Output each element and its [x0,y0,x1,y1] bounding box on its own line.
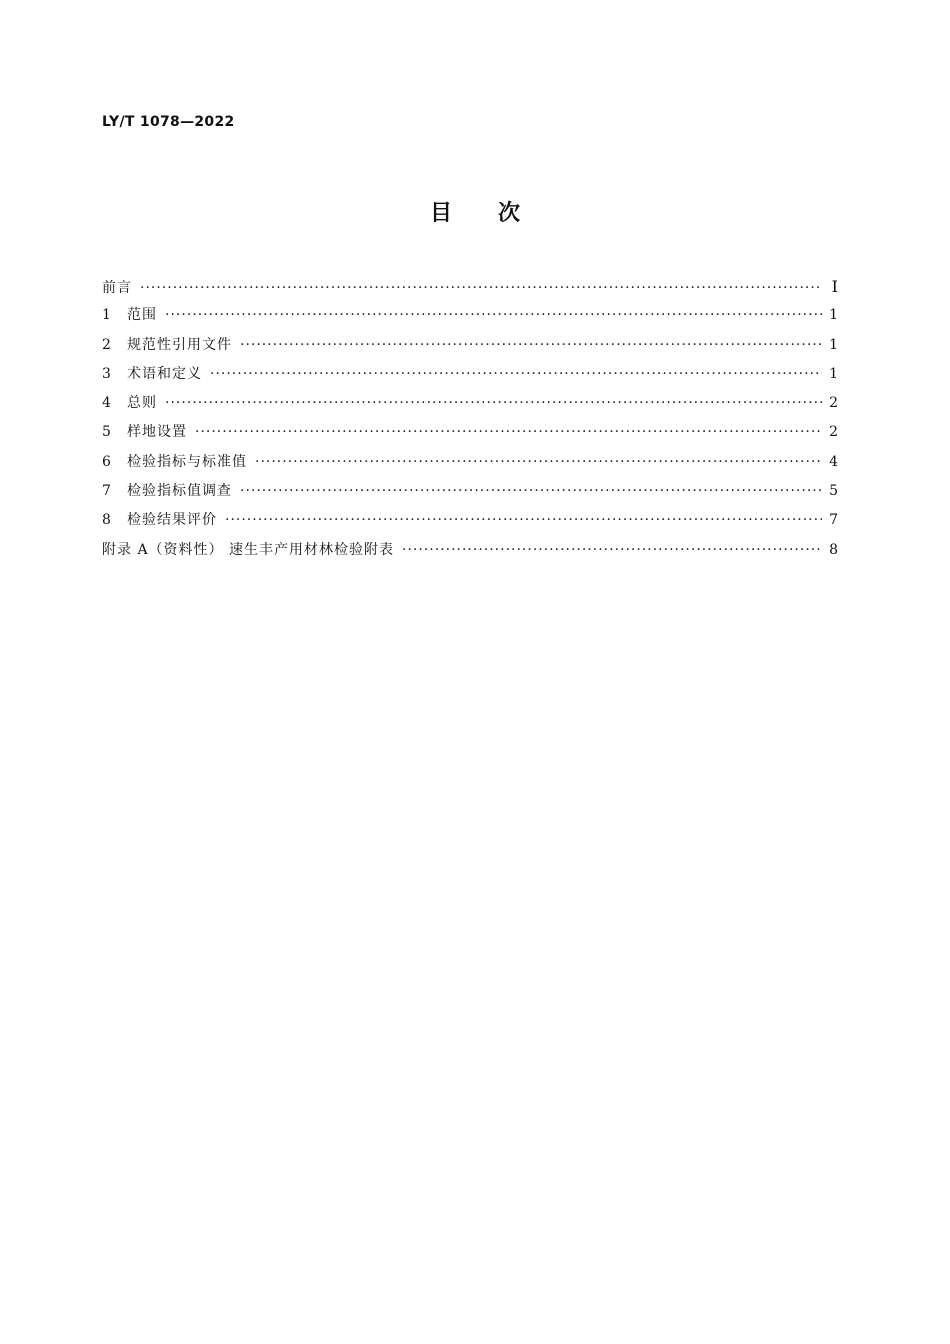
toc-entry-label: 检验结果评价 [127,512,217,529]
toc-entry-foreword[interactable] [102,272,838,301]
toc-entry-page: I [831,277,838,296]
toc-leader-dots [240,331,822,360]
toc-entry-label: 范围 [127,307,157,324]
toc-title [0,196,950,227]
toc-entry-page: 1 [829,365,838,382]
toc-leader-dots [225,506,822,535]
toc-entry-page: 2 [829,424,838,441]
toc-title-char-2: 次 [498,201,521,226]
document-code: LY/T 1078—2022 [102,114,235,130]
toc-leader-dots [165,301,822,330]
toc-entry-label: 总则 [127,395,157,412]
toc-entry-page: 4 [829,453,838,470]
toc-entry-page: 1 [829,336,838,353]
toc-leader-dots [402,536,822,565]
toc-entry-result-evaluation[interactable] [102,506,838,535]
toc-entry-appendix-a[interactable] [102,536,838,565]
toc-entry-scope[interactable] [102,301,838,330]
toc-entry-normative-references[interactable] [102,331,838,360]
toc-entry-label: 附录 A（资料性） 速生丰产用材林检验附表 [102,541,395,558]
toc-entry-general[interactable] [102,389,838,418]
toc-entry-label: 样地设置 [127,424,187,441]
toc-entry-number: 6 [102,453,111,470]
toc-entry-number: 7 [102,483,111,500]
toc-entry-number: 3 [102,365,111,382]
toc-entry-indicators-standards[interactable] [102,448,838,477]
toc-entry-number: 8 [102,512,111,529]
toc-leader-dots [240,477,822,506]
toc-entry-label: 前言 [102,280,132,296]
toc-entry-plot-setup[interactable] [102,418,838,447]
toc-entry-page: 5 [829,483,838,500]
toc-leader-dots [140,274,822,303]
table-of-contents [102,272,838,565]
toc-entry-indicator-survey[interactable] [102,477,838,506]
toc-entry-number: 5 [102,424,111,441]
toc-leader-dots [255,448,822,477]
toc-entry-page: 1 [829,307,838,324]
toc-entry-number: 4 [102,395,111,412]
toc-entry-number: 2 [102,336,111,353]
toc-entry-label: 术语和定义 [127,365,202,382]
toc-entry-number: 1 [102,307,111,324]
toc-leader-dots [210,360,822,389]
toc-entry-page: 7 [829,512,838,529]
toc-entry-page: 8 [829,541,838,558]
toc-entry-terms-definitions[interactable] [102,360,838,389]
toc-entry-label: 规范性引用文件 [127,336,232,353]
toc-entry-label: 检验指标与标准值 [127,453,247,470]
toc-title-char-1: 目 [429,201,452,226]
toc-leader-dots [165,389,822,418]
toc-entry-page: 2 [829,395,838,412]
toc-leader-dots [195,418,822,447]
toc-entry-label: 检验指标值调查 [127,483,232,500]
